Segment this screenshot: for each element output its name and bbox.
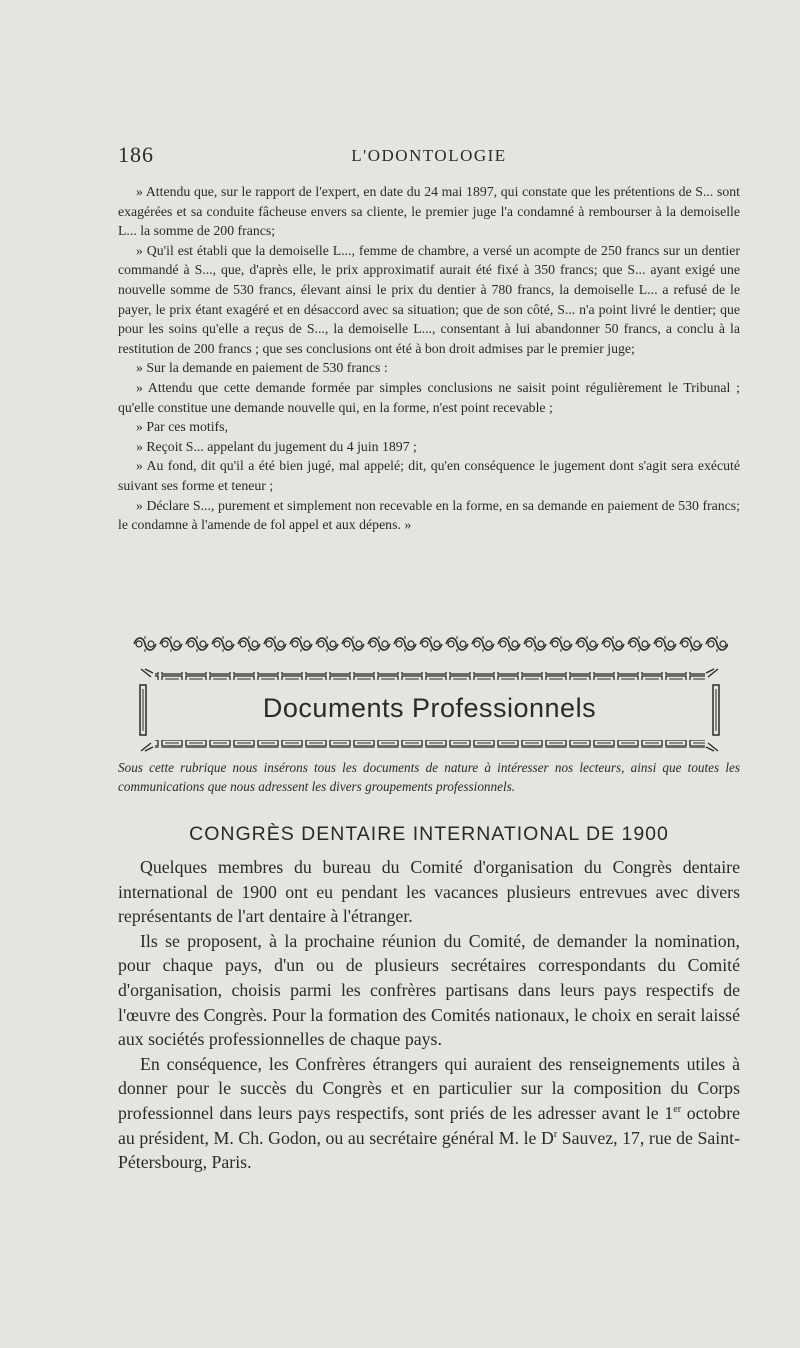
article-paragraph: Ils se proposent, à la prochaine réunion du Comité, de demander la nomination, pour chaque pays, d'un ou de plusieurs secrétaires correspondants du Comité d'organisation, choisis parmi les confrères partisans dans leurs pays respectifs de l'œuvre des Congrès. Pour la formation des Comités nationaux, le choix en serait laissé aux sociétés professionnelles de chaque pays.: [118, 930, 740, 1050]
page-header: [118, 142, 740, 172]
article-paragraph: [118, 1052, 740, 1175]
judgment-paragraph: » Attendu que cette demande formée par simples conclusions ne saisit point régulièrement le Tribunal ; qu'elle constitue une demande nouvelle qui, en la forme, n'est point recevable ;: [118, 379, 740, 415]
article-text: Sauvez, 17, rue de Saint-Pétersbourg, Paris.: [118, 1127, 740, 1173]
article-title: CONGRÈS DENTAIRE INTERNATIONAL DE 1900: [189, 823, 669, 845]
judgment-paragraph: » Au fond, dit qu'il a été bien jugé, mal appelé; dit, qu'en conséquence le jugement dont s'agit sera exécuté suivant ses forme et teneur ;: [118, 458, 740, 493]
article-text: octobre au président, M. Ch. Godon, ou au secrétaire général M. le D: [118, 1102, 741, 1148]
judgment-text: [118, 182, 740, 535]
rubric-note: [118, 758, 740, 796]
judgment-paragraph: » Attendu que, sur le rapport de l'expert, en date du 24 mai 1897, qui constate que les prétentions de S... sont exagérées et sa conduite fâcheuse envers sa cliente, le premier juge l'a condamné à rembourser à la demoiselle L... la somme de 200 francs;: [118, 184, 740, 239]
superscript: r: [553, 1128, 558, 1140]
judgment-paragraph: » Qu'il est établi que la demoiselle L..., femme de chambre, a versé un acompte de 250 francs sur un dentier commandé à S..., que, d'après elle, le prix approximatif aurait été fixé à 350 francs; que S... ayant exigé une nouvelle somme de 530 francs, élevant ainsi le prix du dentier à 780 francs, la demoiselle L... a refusé de le payer, le prix étant exagéré et en désaccord avec sa situation; que de son côté, S... n'a point livré le dentier; que pour les soins qu'elle a reçus de S..., la demoiselle L..., consentant à lui abandonner 50 francs, a conclu à la restitution de 200 francs ; que ses conclusions ont été à bon droit admises par le premier juge;: [118, 242, 740, 356]
superscript: er: [673, 1104, 682, 1116]
judgment-paragraph: » Déclare S..., purement et simplement non recevable en la forme, en sa demande en paiement de 530 francs; le condamne à l'amende de fol appel et aux dépens. »: [118, 497, 740, 533]
section-title: Documents Professionnels: [262, 693, 597, 723]
article-body: [118, 855, 740, 1175]
judgment-paragraph: » Reçoit S... appelant du jugement du 4 juin 1897 ;: [136, 438, 417, 454]
judgment-paragraph: » Sur la demande en paiement de 530 francs :: [136, 360, 388, 376]
article-paragraph: Quelques membres du bureau du Comité d'organisation du Congrès dentaire international de 1900 ont eu pendant les vacances plusieurs entrevues avec divers représentants de l'art dentaire à l'étranger.: [118, 857, 740, 927]
running-title: L'ODONTOLOGIE: [351, 146, 507, 165]
rubric-note-text: Sous cette rubrique nous insérons tous les documents de nature à intéresser nos lecteurs, ainsi que toutes les communications que nous adressent les divers groupements professionnels.: [118, 760, 740, 794]
article-text: En conséquence, les Confrères étrangers qui auraient des renseignements utiles à donner pour le succès du Congrès et en particulier sur la composition du Corps professionnel dans leurs pays respectifs, sont priés de les adresser avant le 1: [118, 1053, 740, 1123]
page-number: 186: [118, 142, 154, 167]
judgment-paragraph: » Par ces motifs,: [136, 419, 228, 435]
ornamental-divider: [132, 633, 728, 655]
section-heading-frame: [137, 667, 722, 753]
